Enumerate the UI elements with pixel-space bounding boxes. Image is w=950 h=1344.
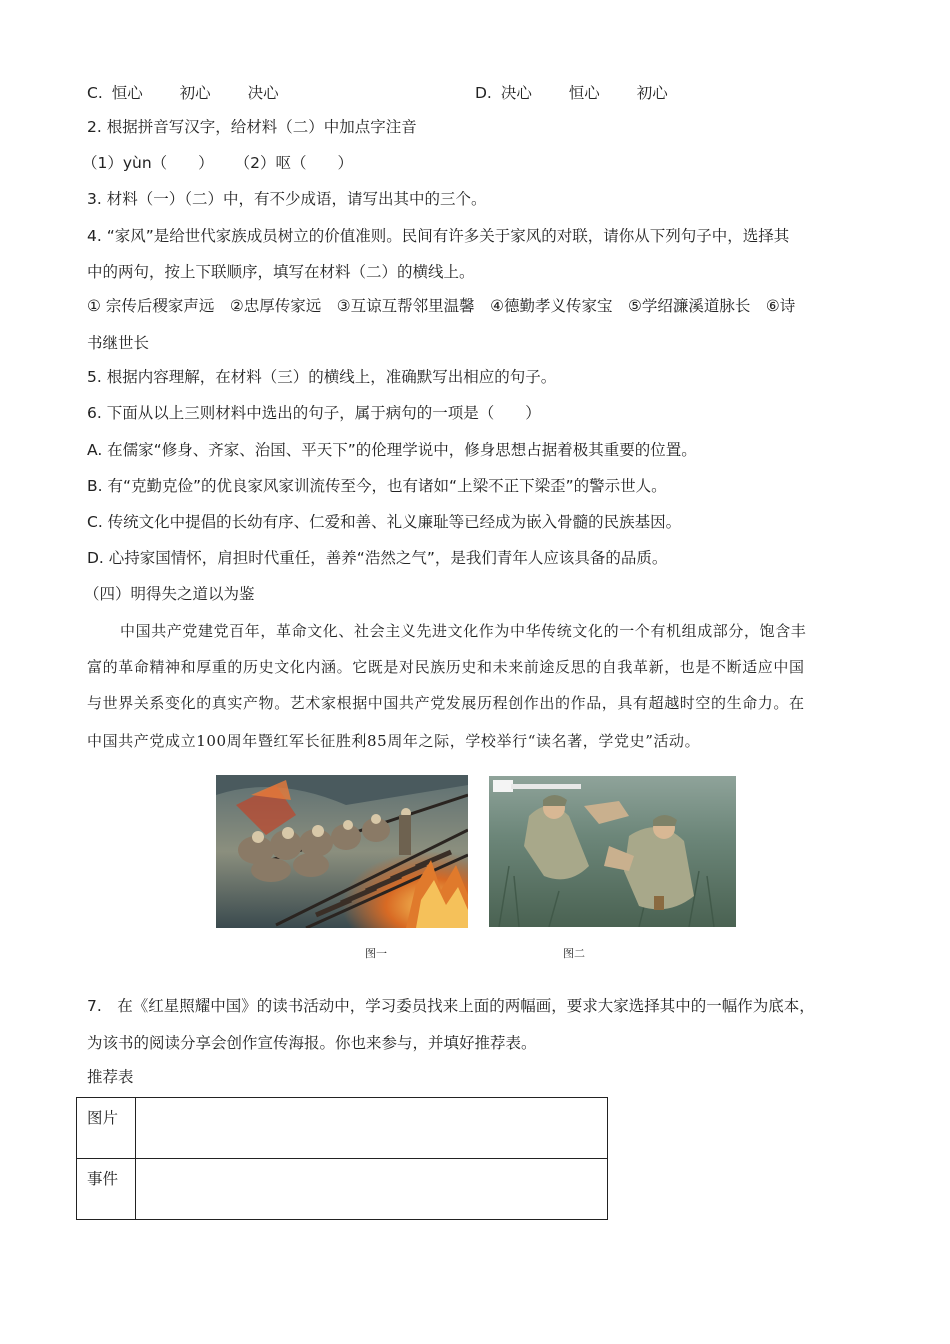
section-4-para-line: 中国共产党建党百年，革命文化、社会主义先进文化作为中华传统文化的一个有机组成部分，饱含丰 — [120, 622, 807, 640]
question-2-sub — [82, 153, 353, 173]
option-label: C. — [87, 84, 103, 102]
section-4-para-line: 富的革命精神和厚重的历史文化内涵。它既是对民族历史和未来前途反思的自我革新，也是不断适应中国 — [87, 658, 805, 676]
question-6-option-d: D. 心持家国情怀，肩担时代重任，善养“浩然之气”，是我们青年人应该具备的品质。 — [87, 549, 668, 567]
question-4-line2: 中的两句，按上下联顺序，填写在材料（二）的横线上。 — [87, 263, 475, 281]
table-row — [77, 1159, 608, 1220]
question-6-option-a: A. 在儒家“修身、齐家、治国、平天下”的伦理学说中，修身思想占据着极其重要的位置。 — [87, 441, 697, 459]
option-item: 初心 — [636, 84, 668, 102]
question-6-stem: 6. 下面从以上三则材料中选出的句子，属于病句的一项是（ ） — [87, 404, 541, 422]
section-4-para-line: 中国共产党成立100周年暨红军长征胜利85周年之际，学校举行“读名著，学党史”活动。 — [87, 732, 701, 750]
question-4-line1: 4. “家风”是给世代家族成员树立的价值准则。民间有许多关于家风的对联，请你从下列句子中，选择其 — [87, 227, 790, 245]
table-row — [77, 1098, 608, 1159]
option-item: 决心 — [500, 84, 532, 102]
option-d — [475, 81, 668, 103]
option-item: 初心 — [179, 84, 211, 102]
recommendation-table — [76, 1097, 608, 1220]
table-title: 推荐表 — [87, 1068, 134, 1086]
question-6-option-c: C. 传统文化中提倡的长幼有序、仁爱和善、礼义廉耻等已经成为嵌入骨髓的民族基因。 — [87, 513, 682, 531]
option-c — [87, 81, 279, 103]
question-5: 5. 根据内容理解，在材料（三）的横线上，准确默写出相应的句子。 — [87, 368, 557, 386]
question-2: 2. 根据拼音写汉字，给材料（二）中加点字注音 — [87, 118, 417, 136]
row-label-picture: 图片 — [77, 1098, 136, 1159]
question-4-options-line2: 书继世长 — [87, 334, 150, 352]
option-item: 决心 — [247, 84, 279, 102]
question-6-option-b: B. 有“克勤克俭”的优良家风家训流传至今，也有诸如“上梁不正下梁歪”的警示世人。 — [87, 477, 667, 495]
sub-item-1: （1）yùn（ ） — [82, 154, 214, 172]
option-item: 恒心 — [111, 84, 143, 102]
option-item: 恒心 — [568, 84, 600, 102]
section-4-title: （四）明得失之道以为鉴 — [84, 585, 255, 603]
question-7-line1: 7. 在《红星照耀中国》的读书活动中，学习委员找来上面的两幅画，要求大家选择其中的一幅作为底本， — [87, 997, 815, 1015]
row-value-event[interactable] — [136, 1159, 608, 1220]
question-3: 3. 材料（一）（二）中，有不少成语，请写出其中的三个。 — [87, 190, 487, 208]
section-4-para-line: 与世界关系变化的真实产物。艺术家根据中国共产党发展历程创作出的作品，具有超越时空的生命力。在 — [87, 694, 805, 712]
question-7-line2: 为该书的阅读分享会创作宣传海报。你也来参与，并填好推荐表。 — [87, 1034, 537, 1052]
figure-1-image — [216, 775, 468, 928]
figure-2-caption: 图二 — [563, 947, 585, 960]
figure-2-image — [489, 776, 736, 927]
figure-1-caption: 图一 — [365, 947, 387, 960]
row-label-event: 事件 — [77, 1159, 136, 1220]
option-label: D. — [475, 84, 492, 102]
question-4-options-line1: ① 宗传后稷家声远 ②忠厚传家远 ③互谅互帮邻里温馨 ④德勤孝义传家宝 ⑤学绍濂溪道脉长 ⑥诗 — [87, 297, 796, 315]
sub-item-2: （2）呕（ ） — [234, 154, 353, 172]
row-value-picture[interactable] — [136, 1098, 608, 1159]
